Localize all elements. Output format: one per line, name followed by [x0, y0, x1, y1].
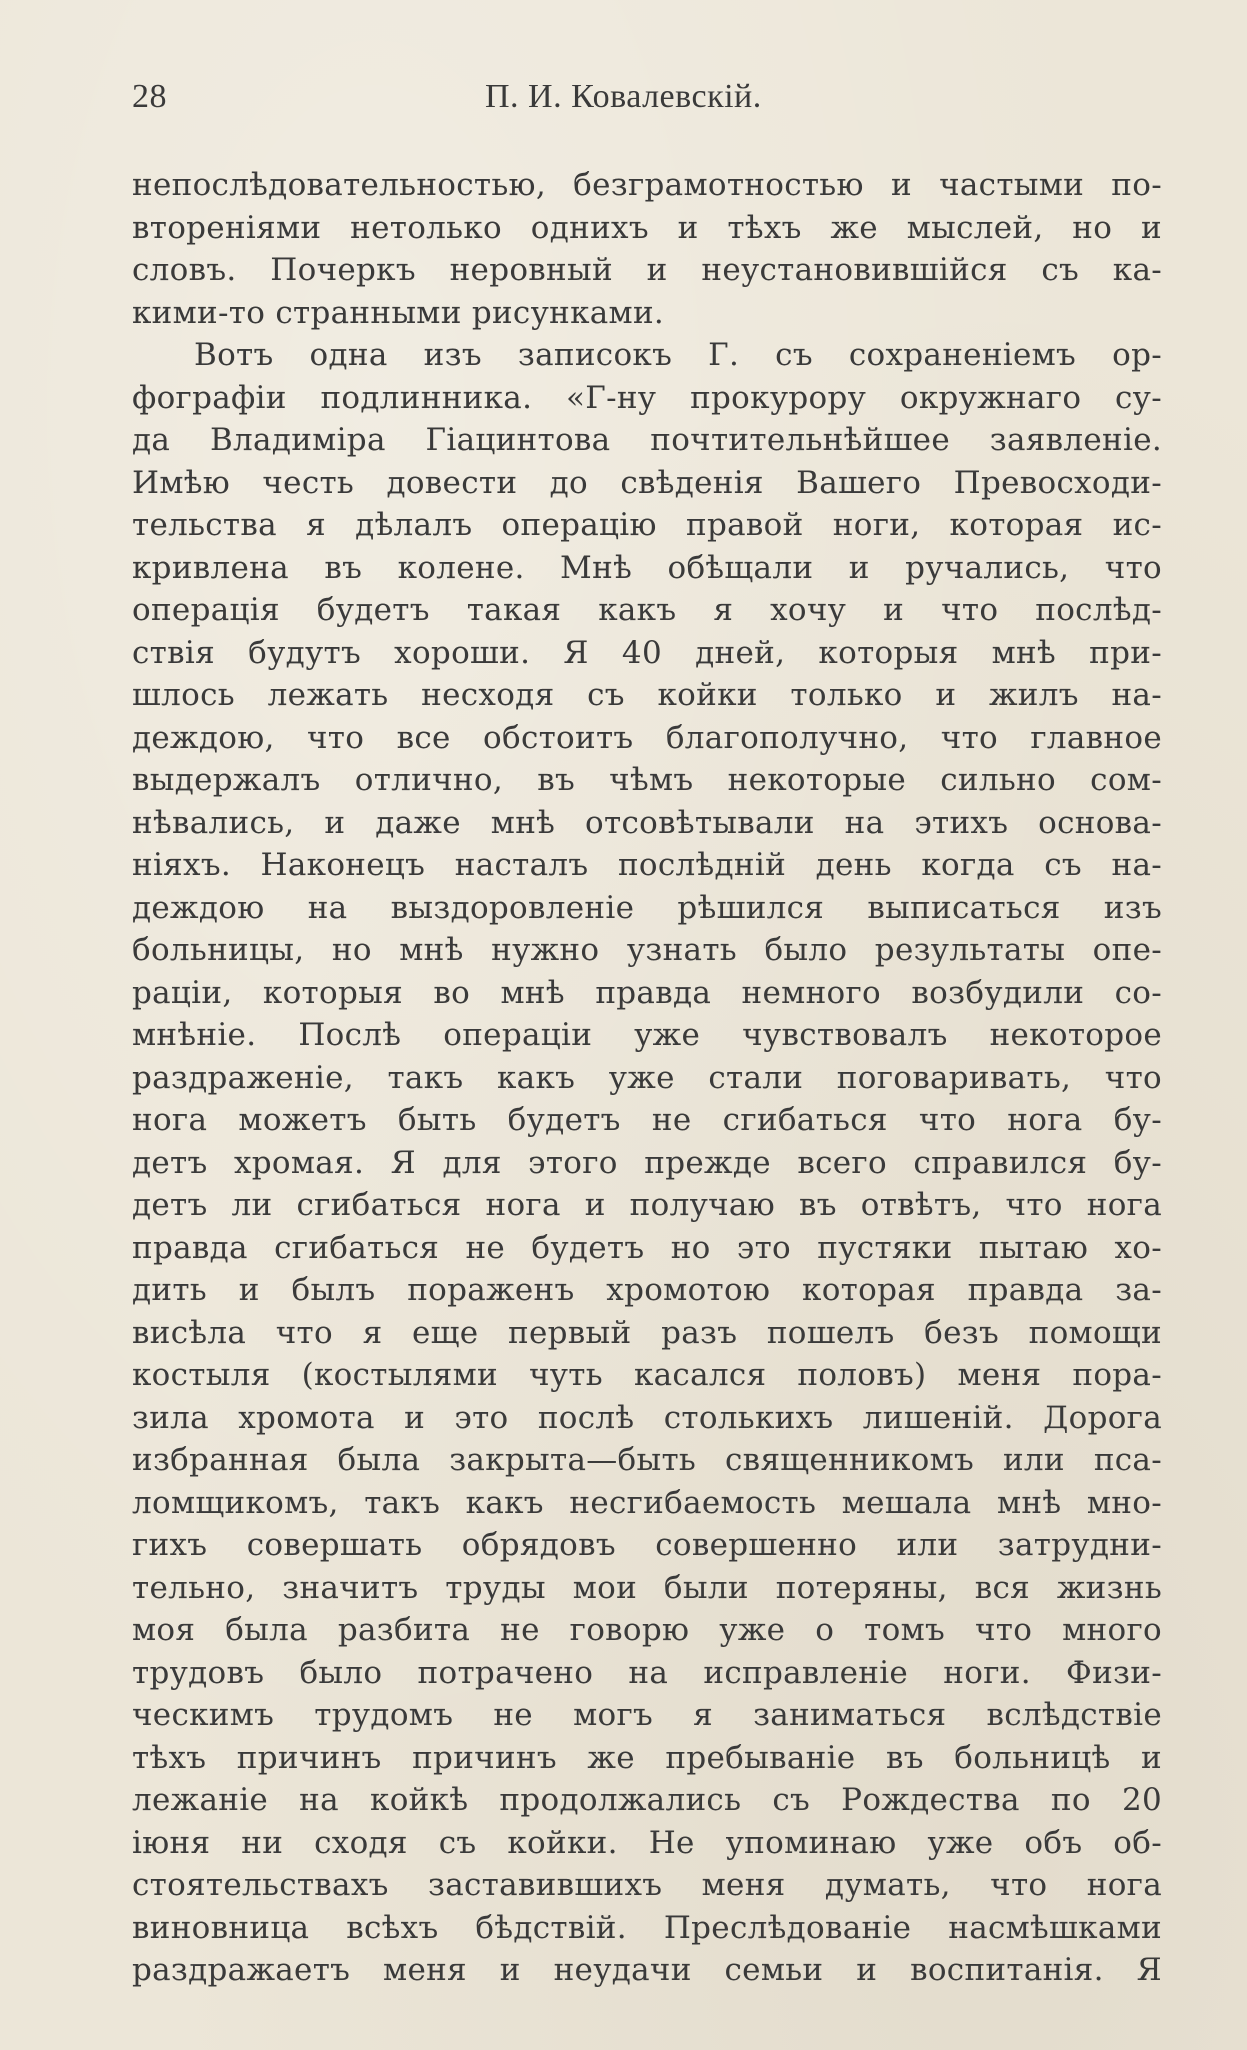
text-line: тѣхъ причинъ причинъ же пребываніе въ больницѣ и — [132, 1739, 1162, 1776]
text-line: гихъ совершать обрядовъ совершенно или затрудни- — [132, 1527, 1162, 1563]
text-line: выдержалъ отлично, въ чѣмъ некоторые сильно сом- — [132, 762, 1162, 798]
text-line: ніяхъ. Наконецъ насталъ послѣдній день когда съ на- — [132, 847, 1162, 883]
text-line: словъ. Почеркъ неровный и неустановившійся съ ка- — [132, 252, 1162, 288]
text-line: ломщикомъ, такъ какъ несгибаемость мешала мнѣ мно- — [132, 1484, 1162, 1521]
text-line: костыля (костылями чуть касался половъ) меня пора- — [132, 1357, 1162, 1393]
text-line: Имѣю честь довести до свѣденія Вашего Превосходи- — [132, 464, 1162, 501]
running-head: П. И. Ковалевскій. — [485, 78, 762, 115]
text-line: детъ ли сгибаться нога и получаю въ отвѣтъ, что нога — [132, 1187, 1162, 1223]
text-line: Вотъ одна изъ записокъ Г. съ сохраненіемъ ор- — [194, 337, 1162, 373]
body-text — [132, 164, 1162, 1992]
text-line: моя была разбита не говорю уже о томъ что много — [132, 1612, 1162, 1648]
text-line: мнѣніе. Послѣ операціи уже чувствовалъ некоторое — [132, 1017, 1162, 1053]
text-line: лежаніе на койкѣ продолжались съ Рождества по 20 — [132, 1782, 1162, 1818]
text-line: дить и былъ пораженъ хромотою которая правда за- — [132, 1272, 1162, 1308]
text-line: деждою, что все обстоитъ благополучно, что главное — [132, 719, 1162, 756]
text-line: втореніями нетолько однихъ и тѣхъ же мыслей, но и — [132, 209, 1162, 246]
page-header — [132, 78, 1162, 128]
text-line: непослѣдовательностью, безграмотностью и частыми по- — [132, 167, 1162, 203]
text-line: ствія будутъ хороши. Я 40 дней, которыя мнѣ при- — [132, 634, 1162, 671]
text-line: фографіи подлинника. «Г-ну прокурору окружнаго су- — [132, 379, 1162, 416]
text-line: избранная была закрыта—быть священникомъ или пса- — [132, 1442, 1162, 1478]
text-line: нога можетъ быть будетъ не сгибаться что нога бу- — [132, 1102, 1162, 1138]
text-line: нѣвались, и даже мнѣ отсовѣтывали на этихъ основа- — [132, 804, 1162, 841]
text-line: больницы, но мнѣ нужно узнать было результаты опе- — [132, 932, 1162, 968]
text-line: виновница всѣхъ бѣдствій. Преслѣдованіе насмѣшками — [132, 1909, 1162, 1946]
text-line: тельства я дѣлалъ операцію правой ноги, которая ис- — [132, 507, 1162, 543]
text-line: да Владиміра Гіацинтова почтительнѣйшее заявленіе. — [132, 422, 1162, 458]
text-line: операція будетъ такая какъ я хочу и что послѣд- — [132, 592, 1162, 628]
page-number: 28 — [132, 78, 167, 115]
text-line: раціи, которыя во мнѣ правда немного возбудили со- — [132, 974, 1162, 1011]
text-line: деждою на выздоровленіе рѣшился выписаться изъ — [132, 889, 1162, 926]
text-line: зила хромота и это послѣ столькихъ лишеній. Дорога — [132, 1399, 1162, 1436]
text-line: раздражаетъ меня и неудачи семьи и воспитанія. Я — [132, 1952, 1162, 1988]
text-line: правда сгибаться не будетъ но это пустяки пытаю хо- — [132, 1229, 1162, 1266]
text-line: детъ хромая. Я для этого прежде всего справился бу- — [132, 1144, 1162, 1181]
text-line: тельно, значитъ труды мои были потеряны, вся жизнь — [132, 1569, 1162, 1606]
text-line: шлось лежать несходя съ койки только и жилъ на- — [132, 677, 1162, 713]
text-line: трудовъ было потрачено на исправленіе ноги. Физи- — [132, 1654, 1162, 1691]
text-line: раздраженіе, такъ какъ уже стали поговаривать, что — [132, 1059, 1162, 1096]
text-line: кривлена въ колене. Мнѣ обѣщали и ручались, что — [132, 549, 1162, 586]
text-line: стоятельствахъ заставившихъ меня думать, что нога — [132, 1867, 1162, 1903]
text-line: ческимъ трудомъ не могъ я заниматься вслѣдствіе — [132, 1697, 1162, 1733]
text-line: висѣла что я еще первый разъ пошелъ безъ помощи — [132, 1314, 1162, 1351]
text-line: іюня ни сходя съ койки. Не упоминаю уже объ об- — [132, 1824, 1162, 1861]
text-line: кими-то странными рисунками. — [132, 294, 665, 331]
